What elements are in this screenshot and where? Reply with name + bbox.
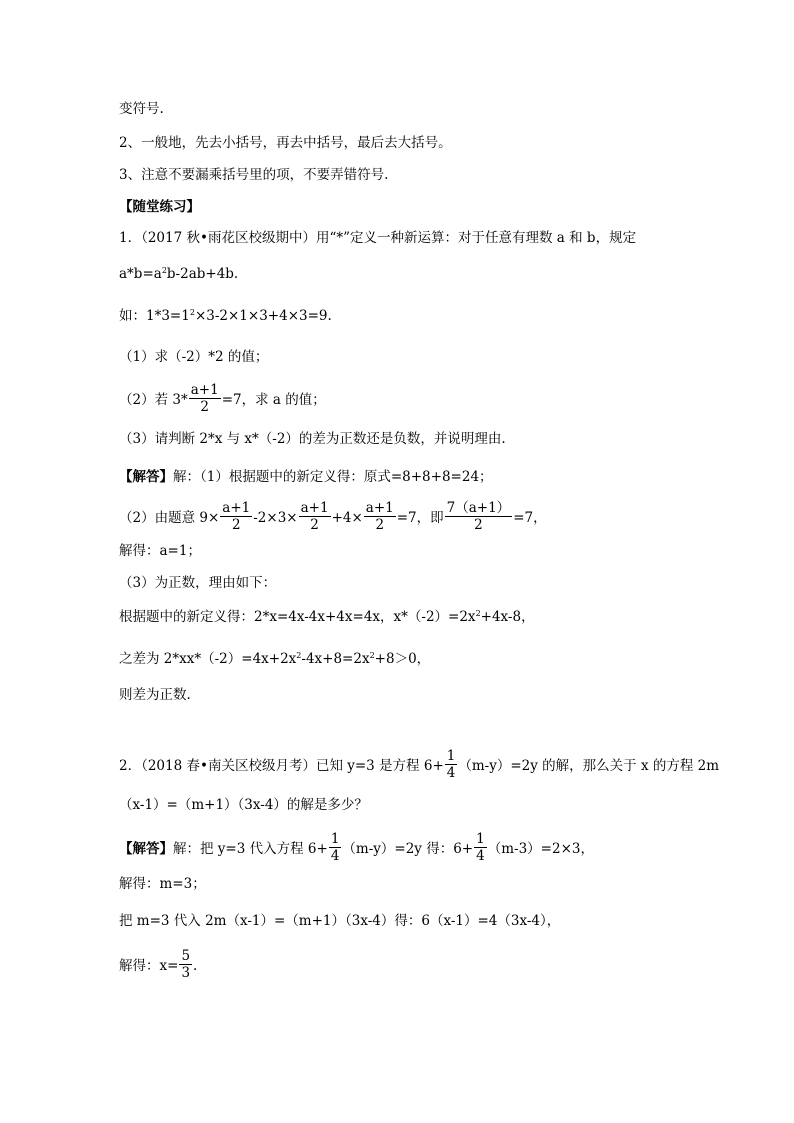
solution-m: 解得：m=3； [119, 876, 206, 892]
fraction: $\frac{1}{4}$ [330, 831, 340, 864]
problem-2-continuation: （x-1）=（m+1）（3x-4）的解是多少？ [119, 797, 368, 813]
difference-line: 之差为 $2*xx*(-2)=4x+2x^2-4x+8=2x^2+8>0$， [119, 651, 431, 667]
fraction: $\frac{5}{3}$ [181, 948, 191, 981]
conclusion-line: 则差为正数. [119, 687, 191, 703]
text-line: 变符号. [119, 101, 164, 117]
subquestion-3: （3）请判断 2*x 与 x*（-2）的差为正数还是负数，并说明理由. [119, 431, 506, 447]
fraction: $\frac{a+1}{2}$ [365, 500, 394, 533]
fraction: $\frac{7(a+1)}{2}$ [446, 500, 511, 533]
derivation-line: 根据题中的新定义得：2*x=4x-4x+4x=4x，$x*(-2)=2x^2+4x-8$， [119, 609, 535, 625]
fraction: $\frac{1}{4}$ [476, 831, 485, 864]
fraction: $\frac{a+1}{2}$ [190, 382, 219, 415]
solution-x: 解得：x= $\frac{5}{3}$ . [119, 948, 198, 981]
problem-1-statement: 1．（2017 秋•雨花区校级期中）用“*”定义一种新运算：对于任意有理数 a 和 b，规定 [119, 230, 637, 246]
section-heading: 【随堂练习】 [119, 199, 200, 215]
fraction: $\frac{1}{4}$ [446, 748, 456, 781]
rule-2-line: 2、一般地，先去小括号，再去中括号，最后去大括号。 [119, 135, 452, 151]
rule-3-line: 3、注意不要漏乘括号里的项，不要弄错符号. [119, 167, 389, 183]
answer-problem-2: 【解答】解：把 y=3 代入方程 6+ $\frac{1}{4}$ （m-y）=2y 得：6+ $\frac{1}{4}$ （m-3）=2×3， [119, 831, 594, 864]
example-formula: 如：$1*3=1^2\times 3-2\times 1\times 3+4\times 3=9$. [119, 308, 332, 324]
solution-a: 解得：a=1； [119, 543, 201, 559]
problem-2-statement: 2．（2018 春•南关区校级月考）已知 y=3 是方程 6+ $\frac{1}{4}$ （m-y）=2y 的解，那么关于 x 的方程 2m [119, 748, 720, 781]
answer-2: （2）由题意 9× $\frac{a+1}{2}$ -2×3× $\frac{a+1}{2}$ +4× $\frac{a+1}{2}$ =7，即 $\frac{7(a+1)}{2}$ =7， [119, 500, 547, 533]
answer-3: （3）为正数，理由如下： [119, 575, 277, 591]
fraction: $\frac{a+1}{2}$ [222, 500, 251, 533]
subquestion-1: （1）求（-2）*2 的值； [119, 349, 269, 365]
subquestion-2: （2）若 3* $\frac{a+1}{2}$ =7，求 a 的值； [119, 382, 326, 415]
substitution-line: 把 m=3 代入 2m（x-1）=（m+1）（3x-4）得：6（x-1）=4（3x-4）， [119, 913, 561, 929]
definition-formula: $a*b=a^2b-2ab+4b$. [119, 266, 239, 282]
fraction: $\frac{a+1}{2}$ [300, 500, 329, 533]
answer-1: 【解答】解：（1）根据题中的新定义得：原式=8+8+8=24； [119, 469, 493, 485]
